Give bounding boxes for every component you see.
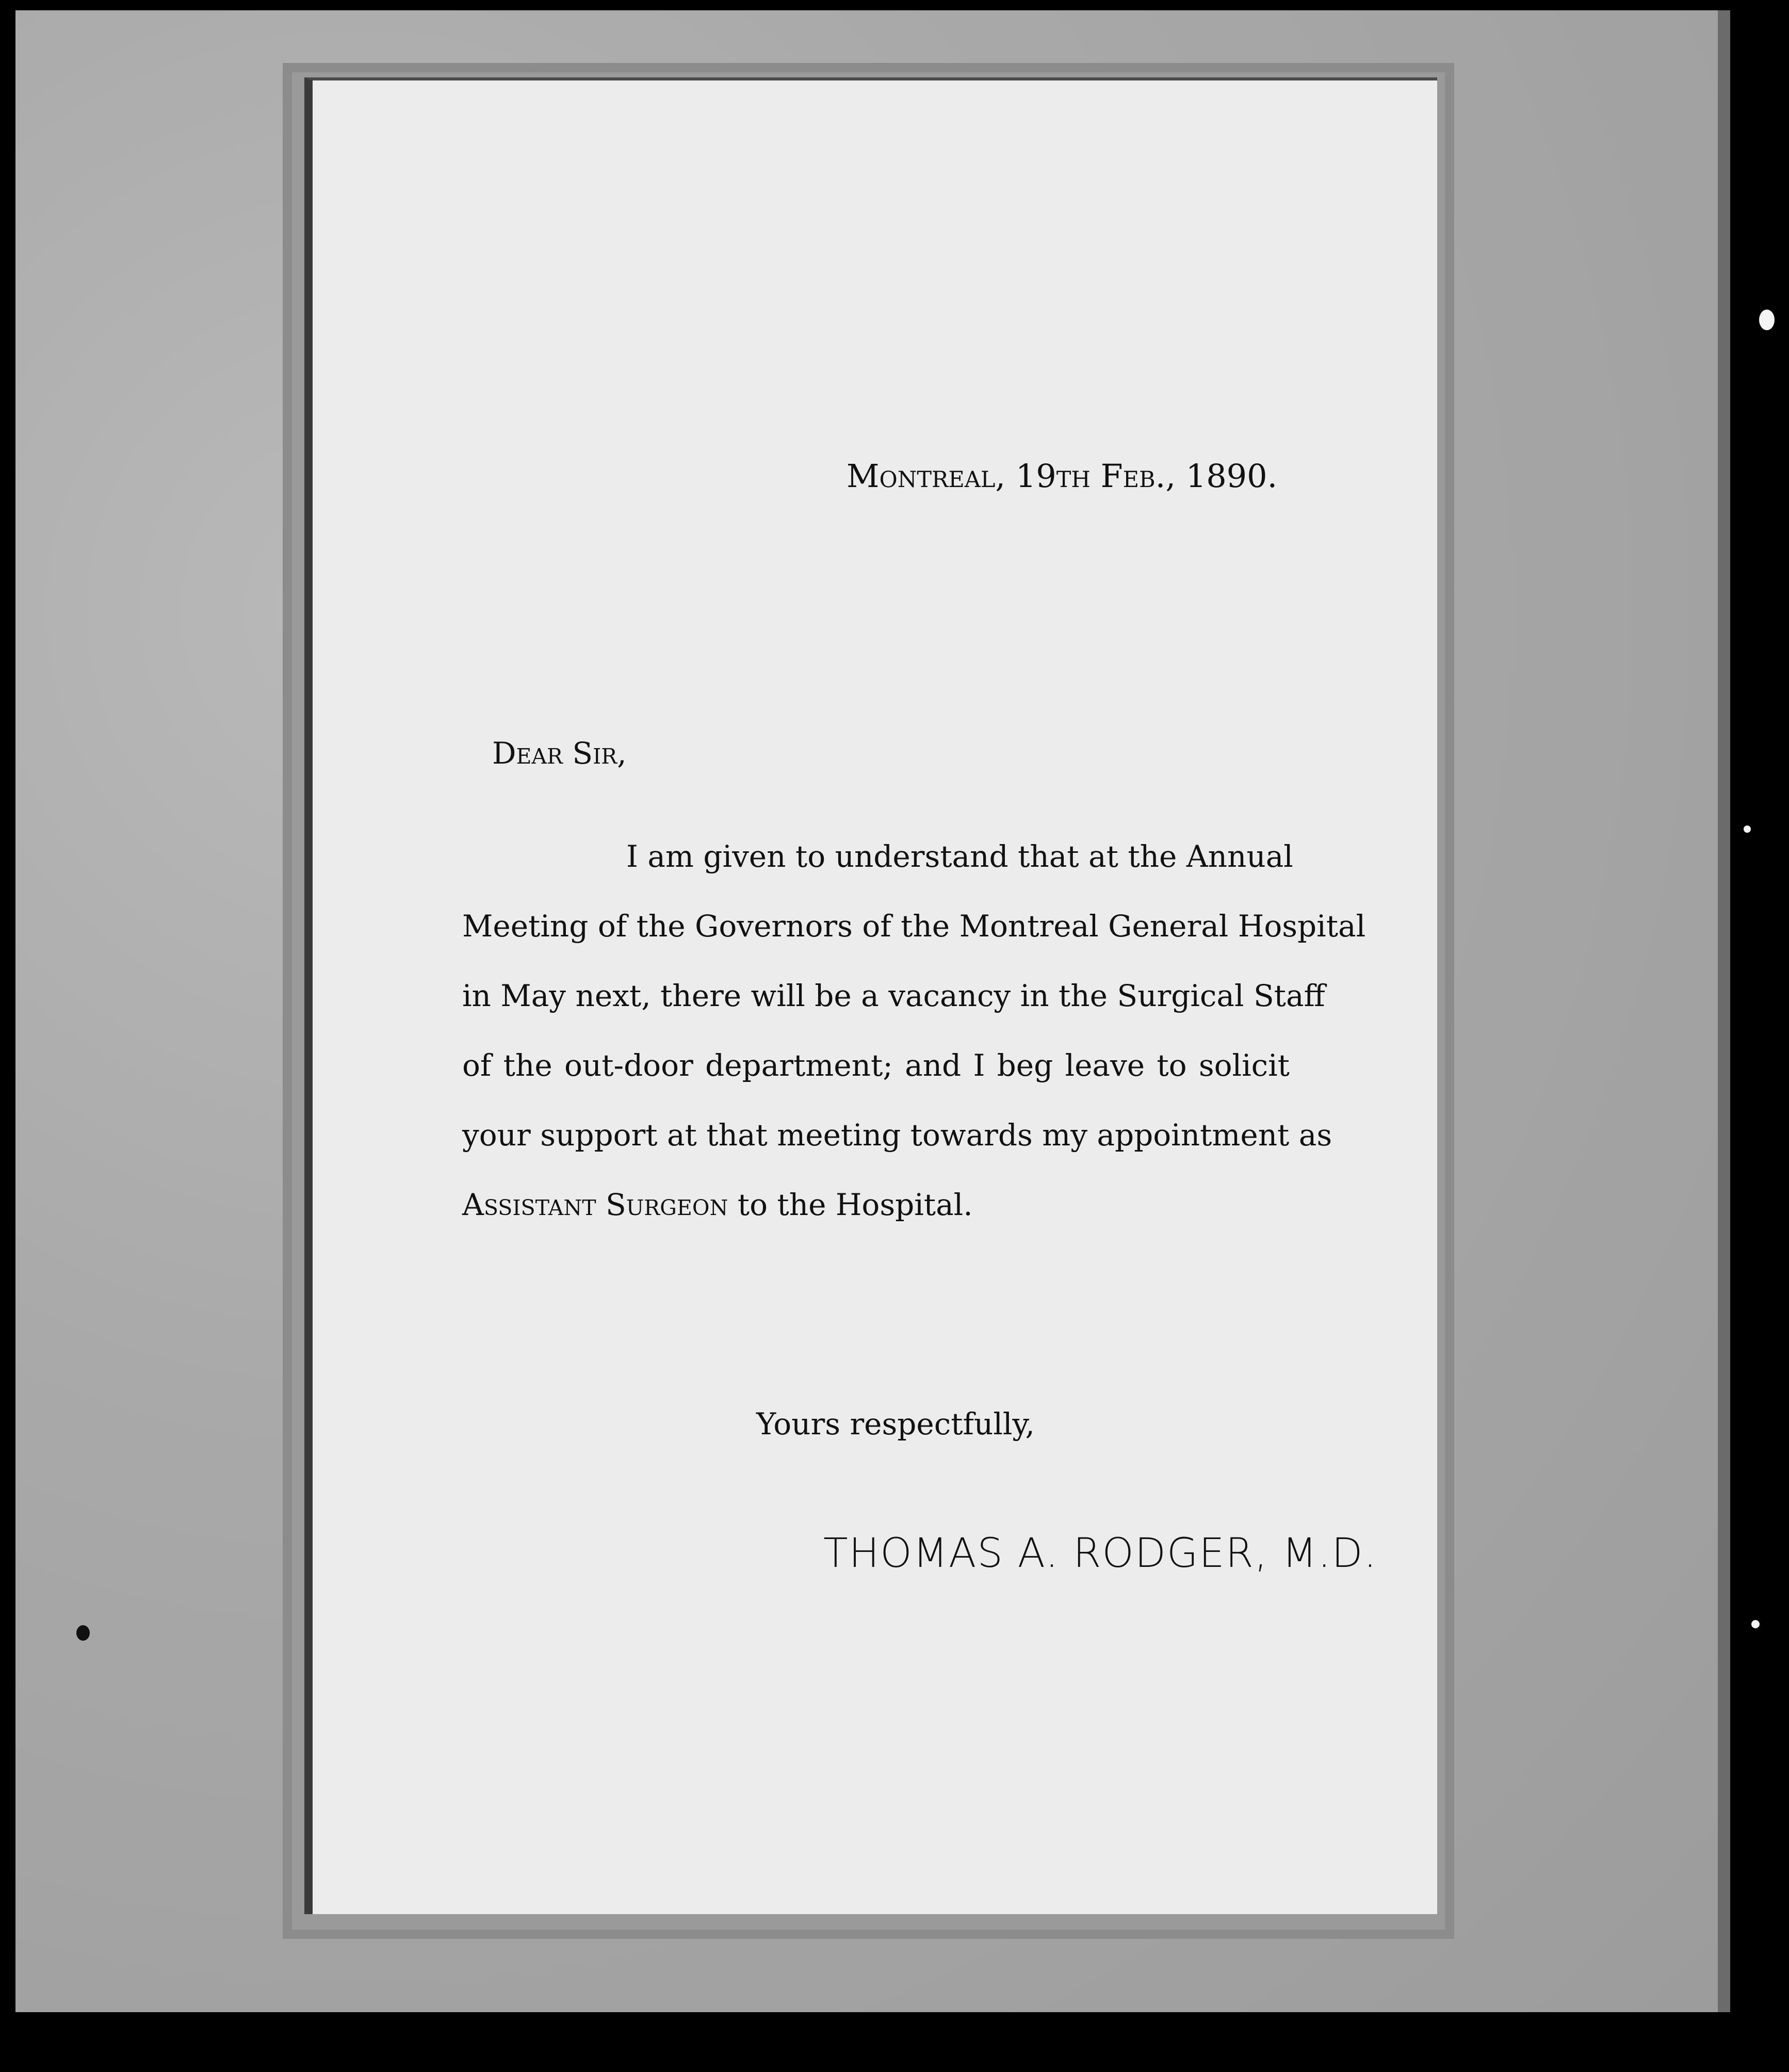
signature: THOMAS A. RODGER, M.D. bbox=[823, 1530, 1378, 1577]
mount-edge bbox=[1718, 10, 1730, 2012]
letter-sheet bbox=[304, 77, 1437, 1914]
body-line-rest: to the Hospital. bbox=[728, 1187, 973, 1222]
body-line: your support at that meeting towards my appointment as bbox=[462, 1118, 1332, 1153]
appointment-title: Assistant Surgeon bbox=[462, 1187, 728, 1222]
scan-speck bbox=[1751, 1620, 1760, 1628]
body-line: in May next, there will be a vacancy in the Surgical Staff bbox=[462, 978, 1325, 1013]
closing: Yours respectfully, bbox=[756, 1406, 1035, 1442]
scan-speck bbox=[1759, 310, 1775, 330]
salutation: Dear Sir, bbox=[492, 736, 627, 771]
scan-speck bbox=[76, 1625, 90, 1641]
body-line bbox=[462, 1187, 1290, 1222]
body-line: of the out-door department; and I beg leave to solicit bbox=[462, 1048, 1290, 1083]
dateline: Montreal, 19th Feb., 1890. bbox=[847, 457, 1278, 495]
body-line: Meeting of the Governors of the Montreal General Hospital bbox=[462, 909, 1366, 944]
body-line: I am given to understand that at the Annual bbox=[626, 839, 1293, 874]
scan-speck bbox=[1744, 825, 1751, 833]
